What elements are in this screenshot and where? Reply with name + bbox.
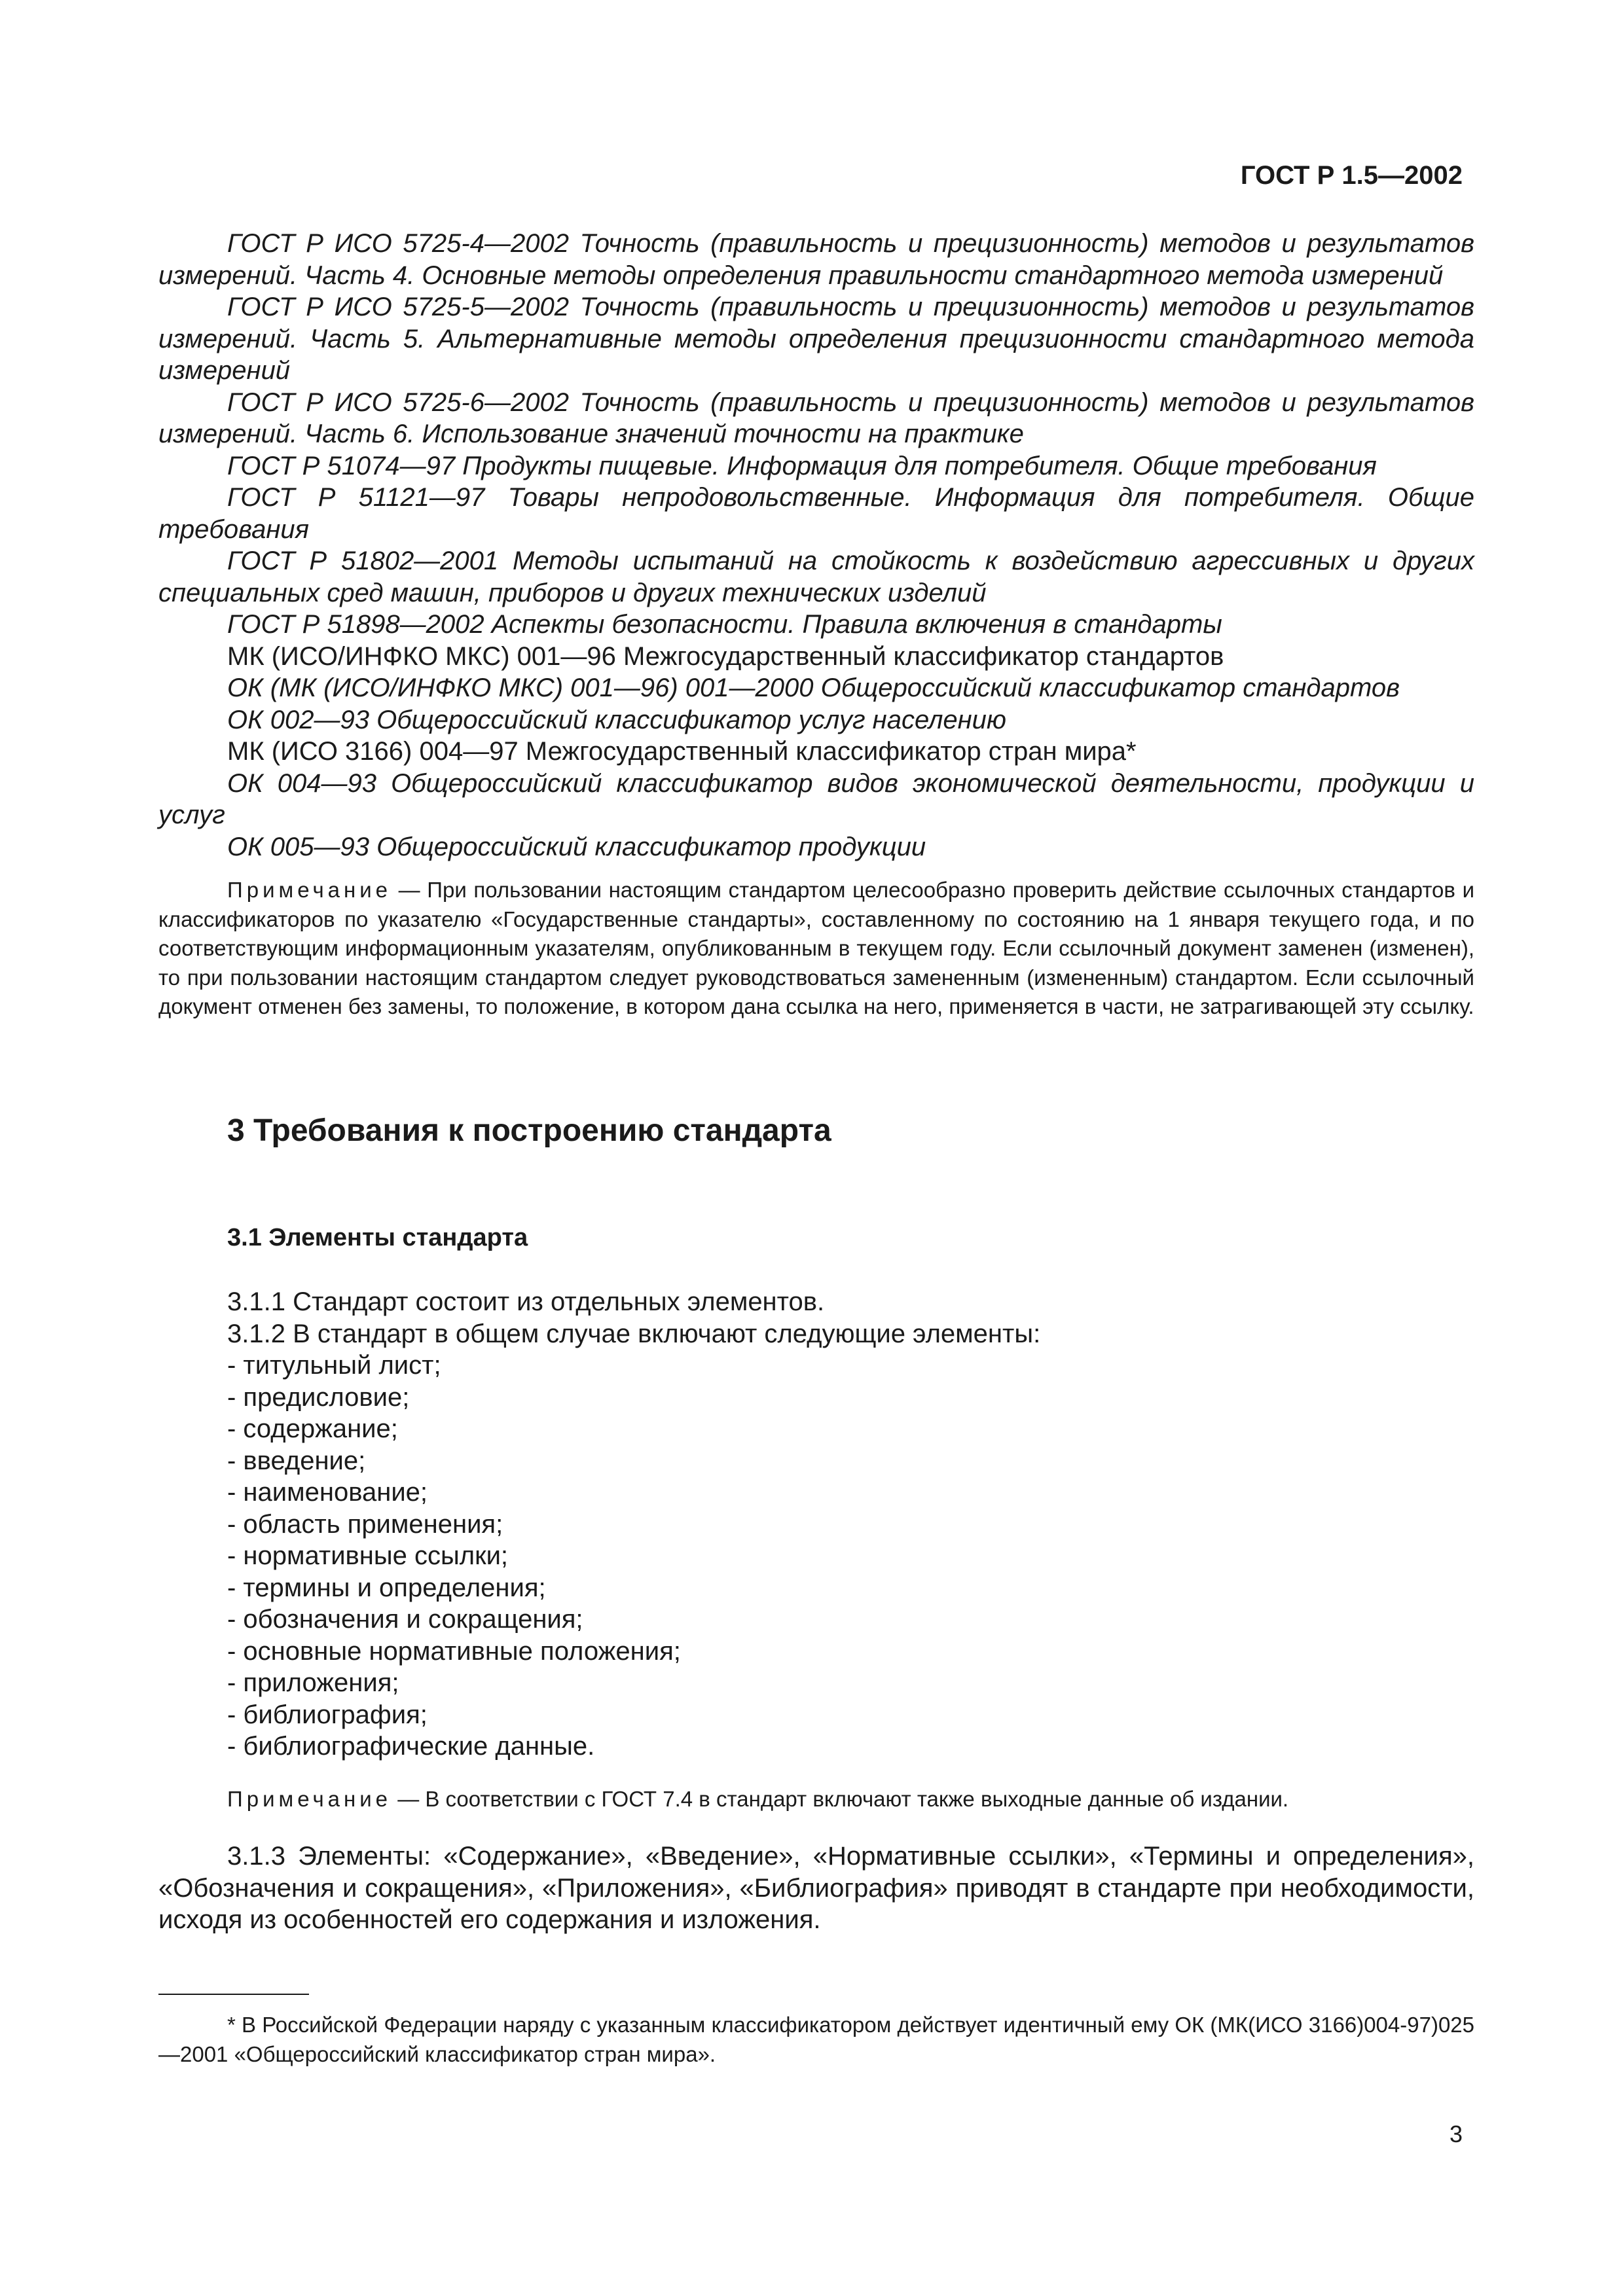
list-item: - наименование; xyxy=(227,1478,428,1507)
reference-item: ГОСТ Р 51898—2002 Аспекты безопасности. Правила включения в стандарты xyxy=(227,610,1222,639)
list-item: - основные нормативные положения; xyxy=(227,1636,681,1666)
list-item: - библиографические данные. xyxy=(227,1732,595,1761)
reference-item: ГОСТ Р 51074—97 Продукты пищевые. Информация для потребителя. Общие требования xyxy=(227,451,1377,480)
note-text: — В соответствии с ГОСТ 7.4 в стандарт включают также выходные данные об издании. xyxy=(397,1787,1289,1811)
section-heading: 3 Требования к построению стандарта xyxy=(227,1113,831,1148)
reference-item: ОК 002—93 Общероссийский классификатор услуг населению xyxy=(227,705,1006,734)
list-item: - область применения; xyxy=(227,1509,503,1539)
reference-item: ГОСТ Р 51121—97 Товары непродовольственные. Информация для потребителя. Общие требования xyxy=(158,483,1474,544)
reference-item: ОК 005—93 Общероссийский классификатор продукции xyxy=(227,832,926,861)
elements-clause xyxy=(158,1286,1474,1763)
clause-3-1-1: 3.1.1 Стандарт состоит из отдельных элементов. xyxy=(227,1287,825,1316)
clause-3-1-2: 3.1.2 В стандарт в общем случае включают следующие элементы: xyxy=(227,1319,1041,1348)
reference-item: ГОСТ Р ИСО 5725-6—2002 Точность (правильность и прецизионность) методов и результатов измерений. Часть 6. Использование значений точности на практике xyxy=(158,387,1474,448)
note-text: — При пользовании настоящим стандартом целесообразно проверить действие ссылочных стандартов и классификаторов по указателю «Государственные стандарты», составленному по состоянию на 1 января текущего года, и по соответствующим информационным указателям, опубликованным в текущем году. Если ссылочный документ заменен (изменен), то при пользовании настоящим стандартом следует руководствоваться замененным (измененным) стандартом. Если ссылочный документ отменен без замены, то положение, в котором дана ссылка на него, применяется в части, не затрагивающей эту ссылку. xyxy=(158,878,1474,1018)
reference-item: ОК (МК (ИСО/ИНФКО МКС) 001—96) 001—2000 Общероссийский классификатор стандартов xyxy=(227,673,1400,702)
list-item: - обозначения и сокращения; xyxy=(227,1605,583,1634)
list-item: - приложения; xyxy=(227,1668,399,1697)
list-item: - нормативные ссылки; xyxy=(227,1541,509,1570)
reference-item: ГОСТ Р ИСО 5725-4—2002 Точность (правильность и прецизионность) методов и результатов измерений. Часть 4. Основные методы определения правильности стандартного метода измерений xyxy=(158,229,1474,290)
note-references xyxy=(158,876,1474,1022)
references-list xyxy=(158,228,1474,863)
subsection-heading: 3.1 Элементы стандарта xyxy=(227,1224,528,1251)
page-number: 3 xyxy=(1449,2121,1463,2147)
reference-item: ГОСТ Р ИСО 5725-5—2002 Точность (правильность и прецизионность) методов и результатов измерений. Часть 5. Альтернативные методы определения прецизионности стандартного метода измерений xyxy=(158,293,1474,385)
note-label: Примечание xyxy=(227,878,392,902)
note-label: Примечание xyxy=(227,1787,392,1811)
clause-3-1-3: 3.1.3 Элементы: «Содержание», «Введение», «Нормативные ссылки», «Термины и определения», «Обозначения и сокращения», «Приложения», «Библиография» приводят в стандарте при необходимости, исходя из особенностей его содержания и изложения. xyxy=(158,1842,1474,1934)
list-item: - титульный лист; xyxy=(227,1351,441,1380)
reference-item: МК (ИСО 3166) 004—97 Межгосударственный классификатор стран мира* xyxy=(227,737,1137,766)
document-code-header: ГОСТ Р 1.5—2002 xyxy=(1240,161,1463,190)
reference-item: МК (ИСО/ИНФКО МКС) 001—96 Межгосударственный классификатор стандартов xyxy=(227,641,1224,671)
list-item: - библиография; xyxy=(227,1700,428,1729)
list-item: - введение; xyxy=(227,1446,366,1475)
elements-list xyxy=(158,1350,1474,1763)
reference-item: ОК 004—93 Общероссийский классификатор видов экономической деятельности, продукции и услуг xyxy=(158,768,1474,829)
list-item: - предисловие; xyxy=(227,1382,410,1412)
note-gost-7-4 xyxy=(158,1785,1474,1814)
footnote: * В Российской Федерации наряду с указанным классификатором действует идентичный ему ОК (МК(ИСО 3166)004-97)025—2001 «Общероссийский классификатор стран мира». xyxy=(158,2013,1474,2066)
reference-item: ГОСТ Р 51802—2001 Методы испытаний на стойкость к воздействию агрессивных и других специальных сред машин, приборов и других технических изделий xyxy=(158,547,1474,607)
list-item: - содержание; xyxy=(227,1414,398,1443)
footnote-divider xyxy=(158,1994,309,1995)
list-item: - термины и определения; xyxy=(227,1573,546,1602)
